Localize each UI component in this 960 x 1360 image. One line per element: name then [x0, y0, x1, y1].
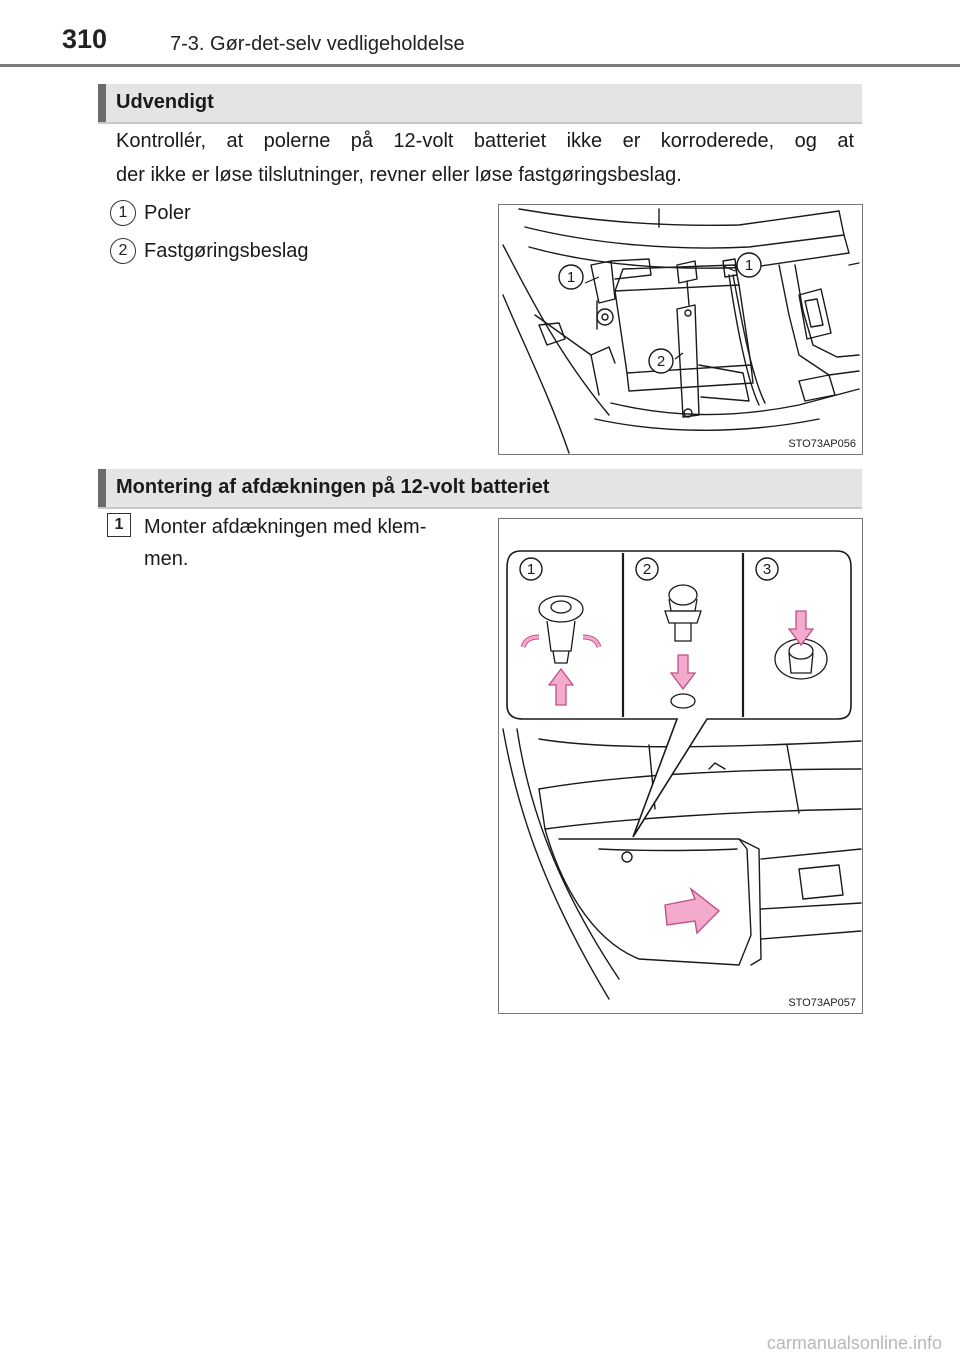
- step-number-1: 1: [107, 513, 131, 537]
- item-label-poles: Poler: [144, 202, 191, 224]
- item-label-brackets: Fastgøringsbeslag: [144, 240, 309, 262]
- section-title: Montering af afdækningen på 12-volt batteriet: [116, 476, 550, 498]
- cover-drawing: [499, 519, 862, 1013]
- callout-label-1a: 1: [566, 269, 576, 286]
- page-header: [0, 0, 960, 66]
- section-heading-cover-installation: [98, 469, 862, 509]
- callout-label-2: 2: [656, 353, 666, 370]
- step-text-line-2: men.: [144, 548, 189, 570]
- bubble-callout-3: 3: [762, 561, 772, 578]
- battery-illustration: [498, 204, 863, 455]
- callout-label-1b: 1: [744, 257, 754, 274]
- item-number-1: 1: [110, 200, 136, 226]
- section-heading-exterior: [98, 84, 862, 124]
- cover-installation-illustration: [498, 518, 863, 1014]
- battery-drawing: [499, 205, 862, 454]
- step-text-line-1: Monter afdækningen med klem-: [144, 516, 427, 538]
- item-number-2: 2: [110, 238, 136, 264]
- section-title: Udvendigt: [116, 91, 214, 113]
- chapter-title: 7-3. Gør-det-selv vedligeholdelse: [170, 33, 465, 55]
- header-rule: [0, 64, 960, 67]
- section-accent: [98, 84, 106, 122]
- figure-code: STO73AP057: [788, 997, 856, 1009]
- bubble-callout-2: 2: [642, 561, 652, 578]
- section-accent: [98, 469, 106, 507]
- inspection-paragraph-line-2: der ikke er løse tilslutninger, revner eller løse fastgøringsbeslag.: [116, 164, 682, 186]
- figure-code: STO73AP056: [788, 438, 856, 450]
- push-arrow-icon: [665, 889, 719, 933]
- bubble-callout-1: 1: [526, 561, 536, 578]
- inspection-paragraph-line-1: Kontrollér, at polerne på 12-volt batteriet ikke er korroderede, og at: [116, 130, 854, 152]
- page-number: 310: [62, 24, 108, 54]
- watermark: carmanualsonline.info: [766, 1333, 942, 1353]
